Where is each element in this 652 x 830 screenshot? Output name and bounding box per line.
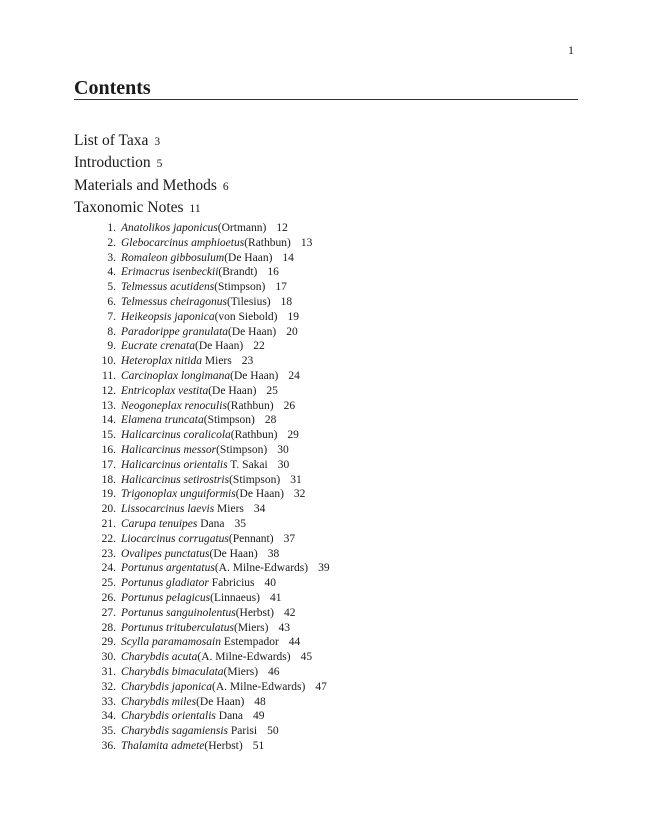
taxa-number: 27. [101, 606, 116, 619]
taxa-number: 9. [107, 340, 116, 353]
taxa-number: 14. [101, 414, 116, 427]
species-author: (De Haan) [208, 384, 257, 397]
taxa-entry[interactable] [88, 591, 282, 606]
taxa-text [121, 591, 281, 606]
species-author: (Herbst) [235, 606, 275, 619]
taxa-text [121, 665, 280, 680]
taxa-page: 32 [293, 488, 306, 501]
taxa-entry[interactable] [88, 280, 287, 295]
species-author: T. Sakai [230, 458, 268, 471]
taxa-entry[interactable] [88, 724, 279, 739]
taxa-page: 18 [280, 295, 293, 308]
species-author: (Rathbun) [226, 399, 274, 412]
taxa-text [121, 295, 292, 310]
taxa-text [121, 739, 264, 754]
species-name: Glebocarcinus amphioetus [121, 236, 245, 249]
taxa-page: 40 [264, 577, 277, 590]
species-name: Heteroplax nitida [121, 355, 203, 368]
species-author: (De Haan) [230, 369, 279, 382]
taxa-entry[interactable] [88, 621, 290, 636]
taxa-number: 12. [101, 384, 116, 397]
species-author: Dana [200, 517, 225, 530]
taxa-entry[interactable] [88, 221, 288, 236]
taxa-page: 30 [277, 458, 290, 471]
species-name: Halicarcinus messor [121, 443, 217, 456]
species-author: (De Haan) [228, 325, 277, 338]
taxa-page: 30 [277, 443, 289, 456]
species-author: (Pennant) [228, 532, 274, 545]
species-name: Portunus gladiator [121, 577, 209, 590]
species-name: Charybdis japonica [121, 680, 213, 693]
taxa-text [121, 265, 279, 280]
species-name: Heikeopsis japonica [121, 310, 215, 323]
species-author: Parisi [230, 725, 258, 738]
section-page: 5 [156, 158, 163, 171]
species-author: (De Haan) [194, 340, 244, 353]
taxa-number: 22. [101, 532, 116, 545]
taxa-number: 29. [101, 636, 116, 649]
species-name: Romaleon gibbosulum [121, 251, 225, 264]
taxa-list [88, 221, 330, 754]
species-name: Charybdis bimaculata [121, 665, 224, 678]
species-name: Portunus argentatus [121, 562, 215, 575]
species-name: Charybdis miles [121, 695, 197, 708]
species-author: (Stimpson) [229, 473, 281, 486]
species-author: (Miers) [223, 665, 259, 678]
taxa-page: 39 [318, 562, 330, 575]
taxa-number: 1. [107, 222, 116, 234]
species-author: (A. Milne-Edwards) [197, 651, 291, 664]
taxa-entry[interactable] [88, 310, 300, 325]
taxa-entry[interactable] [88, 458, 290, 473]
taxa-number: 11. [102, 369, 116, 382]
taxa-page: 43 [278, 621, 290, 634]
taxa-entry[interactable] [88, 576, 277, 591]
taxa-page: 14 [282, 251, 294, 264]
species-name: Ovalipes punctatus [121, 547, 210, 560]
species-name: Charybdis sagamiensis [121, 725, 229, 738]
taxa-text [121, 532, 295, 547]
title-rule [74, 99, 578, 100]
taxa-number: 17. [101, 458, 116, 471]
species-name: Telmessus acutidens [121, 281, 215, 294]
section-entry[interactable] [74, 152, 229, 174]
species-author: (A. Milne-Edwards) [212, 680, 306, 693]
section-page: 11 [189, 202, 201, 215]
taxa-page: 20 [286, 325, 298, 338]
species-author: (von Siebold) [214, 310, 278, 323]
taxa-text [121, 695, 266, 710]
taxa-entry[interactable] [88, 739, 265, 754]
taxa-entry[interactable] [88, 517, 246, 532]
taxa-number: 25. [101, 577, 116, 590]
taxa-page: 41 [269, 591, 282, 604]
species-name: Portunus pelagicus [121, 591, 211, 604]
taxa-entry[interactable] [88, 325, 298, 340]
taxa-entry[interactable] [88, 339, 265, 354]
taxa-entry[interactable] [88, 561, 330, 576]
species-name: Portunus sanguinolentus [121, 606, 236, 619]
taxa-entry[interactable] [88, 606, 296, 621]
taxa-text [121, 473, 302, 488]
taxa-page: 24 [288, 369, 300, 382]
taxa-entry[interactable] [88, 354, 254, 369]
taxa-text [121, 709, 265, 724]
species-name: Telmessus cheiragonus [121, 295, 227, 308]
taxa-number: 23. [101, 547, 116, 560]
section-entry[interactable] [74, 197, 229, 219]
taxa-text [121, 502, 265, 517]
taxa-page: 22 [253, 340, 265, 353]
species-name: Halicarcinus orientalis [121, 458, 228, 471]
taxa-number: 30. [101, 651, 116, 664]
taxa-entry[interactable] [88, 502, 266, 517]
taxa-number: 20. [101, 503, 116, 516]
taxa-page: 38 [267, 547, 280, 560]
species-name: Charybdis orientalis [121, 710, 216, 723]
taxa-entry[interactable] [88, 635, 301, 650]
taxa-text [121, 487, 305, 502]
taxa-page: 16 [267, 266, 279, 279]
species-name: Lissocarcinus laevis [121, 503, 215, 516]
taxa-entry[interactable] [88, 695, 266, 710]
section-label: Taxonomic Notes [74, 198, 184, 216]
taxa-entry[interactable] [88, 443, 289, 458]
taxa-page: 28 [264, 414, 277, 427]
taxa-number: 3. [107, 251, 116, 264]
taxa-page: 34 [253, 503, 266, 516]
taxa-text [121, 236, 312, 251]
taxa-text [121, 399, 295, 414]
species-author: (Ortmann) [217, 222, 267, 234]
taxa-page: 12 [276, 222, 288, 234]
taxa-number: 6. [107, 295, 116, 308]
taxa-text [121, 724, 279, 739]
taxa-number: 33. [101, 695, 116, 708]
species-author: (A. Milne-Edwards) [214, 562, 309, 575]
taxa-entry[interactable] [88, 665, 280, 680]
taxa-text [121, 635, 300, 650]
taxa-entry[interactable] [88, 532, 296, 547]
species-author: (Herbst) [204, 739, 243, 752]
taxa-page: 45 [300, 651, 313, 664]
taxa-page: 19 [287, 310, 300, 323]
species-name: Liocarcinus corrugatus [121, 532, 229, 545]
species-name: Portunus trituberculatus [121, 621, 234, 634]
taxa-text [121, 354, 253, 369]
species-author: (Stimpson) [216, 443, 268, 456]
taxa-page: 44 [288, 636, 301, 649]
taxa-number: 24. [101, 562, 116, 575]
taxa-entry[interactable] [88, 265, 279, 280]
taxa-entry[interactable] [88, 295, 293, 310]
species-author: Miers [204, 355, 232, 368]
taxa-text [121, 369, 300, 384]
species-name: Entricoplax vestita [121, 384, 209, 397]
taxa-page: 50 [267, 725, 279, 738]
taxa-text [121, 339, 265, 354]
taxa-entry[interactable] [88, 547, 280, 562]
taxa-page: 49 [253, 710, 265, 723]
taxa-entry[interactable] [88, 251, 294, 266]
species-name: Thalamita admete [121, 739, 205, 752]
taxa-number: 10. [101, 355, 116, 368]
taxa-number: 34. [101, 710, 116, 723]
species-author: Fabricius [211, 577, 255, 590]
taxa-number: 8. [107, 325, 116, 338]
taxa-text [121, 221, 288, 236]
taxa-page: 51 [252, 739, 265, 752]
taxa-entry[interactable] [88, 399, 296, 414]
taxa-text [121, 413, 276, 428]
taxa-text [121, 621, 290, 636]
species-author: (De Haan) [196, 695, 245, 708]
species-name: Eucrate crenata [121, 340, 195, 353]
taxa-text [121, 443, 289, 458]
taxa-text [121, 680, 327, 695]
species-name: Carcinoplax longimana [121, 369, 231, 382]
taxa-page: 25 [266, 384, 278, 397]
species-author: (Brandt) [218, 266, 258, 279]
species-author: (Stimpson) [203, 414, 255, 427]
taxa-entry[interactable] [88, 709, 265, 724]
species-name: Anatolikos japonicus [121, 222, 218, 234]
taxa-text [121, 428, 299, 443]
section-entry[interactable] [74, 175, 229, 197]
taxa-entry[interactable] [88, 487, 306, 502]
taxa-number: 15. [101, 429, 116, 442]
page-title: Contents [74, 77, 151, 99]
taxa-text [121, 251, 294, 266]
taxa-number: 16. [101, 443, 116, 456]
taxa-text [121, 561, 330, 576]
contents-sections [74, 130, 229, 219]
taxa-number: 5. [107, 281, 116, 294]
taxa-text [121, 547, 279, 562]
taxa-number: 36. [101, 739, 116, 752]
species-author: Miers [217, 503, 244, 516]
taxa-number: 32. [101, 680, 116, 693]
species-author: (Linnaeus) [210, 591, 260, 604]
section-label: List of Taxa [74, 132, 149, 149]
taxa-page: 29 [287, 429, 299, 442]
taxa-page: 26 [283, 399, 296, 412]
species-name: Halicarcinus coralicola [121, 429, 231, 442]
taxa-number: 2. [107, 236, 116, 249]
taxa-page: 23 [241, 355, 254, 368]
species-name: Elamena truncata [121, 414, 204, 427]
section-label: Materials and Methods [74, 176, 217, 194]
taxa-number: 21. [101, 517, 116, 530]
taxa-entry[interactable] [88, 413, 277, 428]
species-name: Charybdis acuta [121, 651, 198, 664]
taxa-entry[interactable] [88, 473, 302, 488]
taxa-entry[interactable] [88, 369, 300, 384]
taxa-entry[interactable] [88, 384, 278, 399]
taxa-page: 47 [315, 680, 327, 693]
taxa-text [121, 458, 289, 473]
section-page: 6 [222, 180, 229, 193]
species-author: (De Haan) [224, 251, 273, 264]
species-name: Carupa tenuipes [121, 517, 198, 530]
species-name: Trigonoplax unguiformis [121, 488, 236, 501]
taxa-page: 42 [284, 606, 296, 619]
taxa-text [121, 650, 312, 665]
taxa-text [121, 384, 278, 399]
taxa-number: 4. [107, 266, 116, 279]
taxa-entry[interactable] [88, 428, 299, 443]
taxa-page: 31 [290, 473, 302, 486]
taxa-number: 7. [107, 310, 116, 323]
species-author: Dana [218, 710, 244, 723]
taxa-text [121, 576, 276, 591]
species-author: (Rathbun) [244, 236, 291, 249]
taxa-text [121, 310, 299, 325]
taxa-page: 13 [300, 236, 313, 249]
species-author: Estempador [223, 636, 279, 649]
page-number: 1 [568, 43, 574, 57]
taxa-entry[interactable] [88, 236, 313, 251]
species-author: (Miers) [233, 621, 269, 634]
taxa-text [121, 280, 287, 295]
species-author: (Stimpson) [214, 281, 266, 294]
section-entry[interactable] [74, 130, 229, 152]
taxa-page: 17 [275, 281, 287, 294]
taxa-number: 18. [101, 473, 116, 486]
section-page: 3 [154, 136, 161, 148]
taxa-number: 31. [101, 665, 116, 678]
taxa-page: 35 [234, 517, 246, 530]
taxa-page: 46 [268, 665, 280, 678]
species-name: Neogoneplax renoculis [121, 399, 227, 412]
species-author: (De Haan) [209, 547, 258, 560]
taxa-page: 48 [254, 695, 266, 708]
taxa-text [121, 517, 246, 532]
species-author: (Rathbun) [230, 429, 278, 442]
species-name: Paradorippe granulata [121, 325, 229, 338]
taxa-number: 35. [101, 725, 116, 738]
taxa-number: 26. [101, 591, 116, 604]
species-name: Scylla paramamosain [121, 636, 221, 649]
taxa-number: 28. [101, 621, 116, 634]
species-name: Erimacrus isenbeckii [121, 266, 219, 279]
taxa-entry[interactable] [88, 650, 313, 665]
section-label: Introduction [74, 154, 151, 172]
taxa-page: 37 [283, 532, 296, 545]
taxa-text [121, 325, 298, 340]
species-author: (De Haan) [235, 488, 284, 501]
taxa-text [121, 606, 296, 621]
taxa-number: 13. [101, 399, 116, 412]
taxa-number: 19. [101, 488, 116, 501]
species-author: (Tilesius) [226, 295, 271, 308]
species-name: Halicarcinus setirostris [121, 473, 230, 486]
taxa-entry[interactable] [88, 680, 327, 695]
